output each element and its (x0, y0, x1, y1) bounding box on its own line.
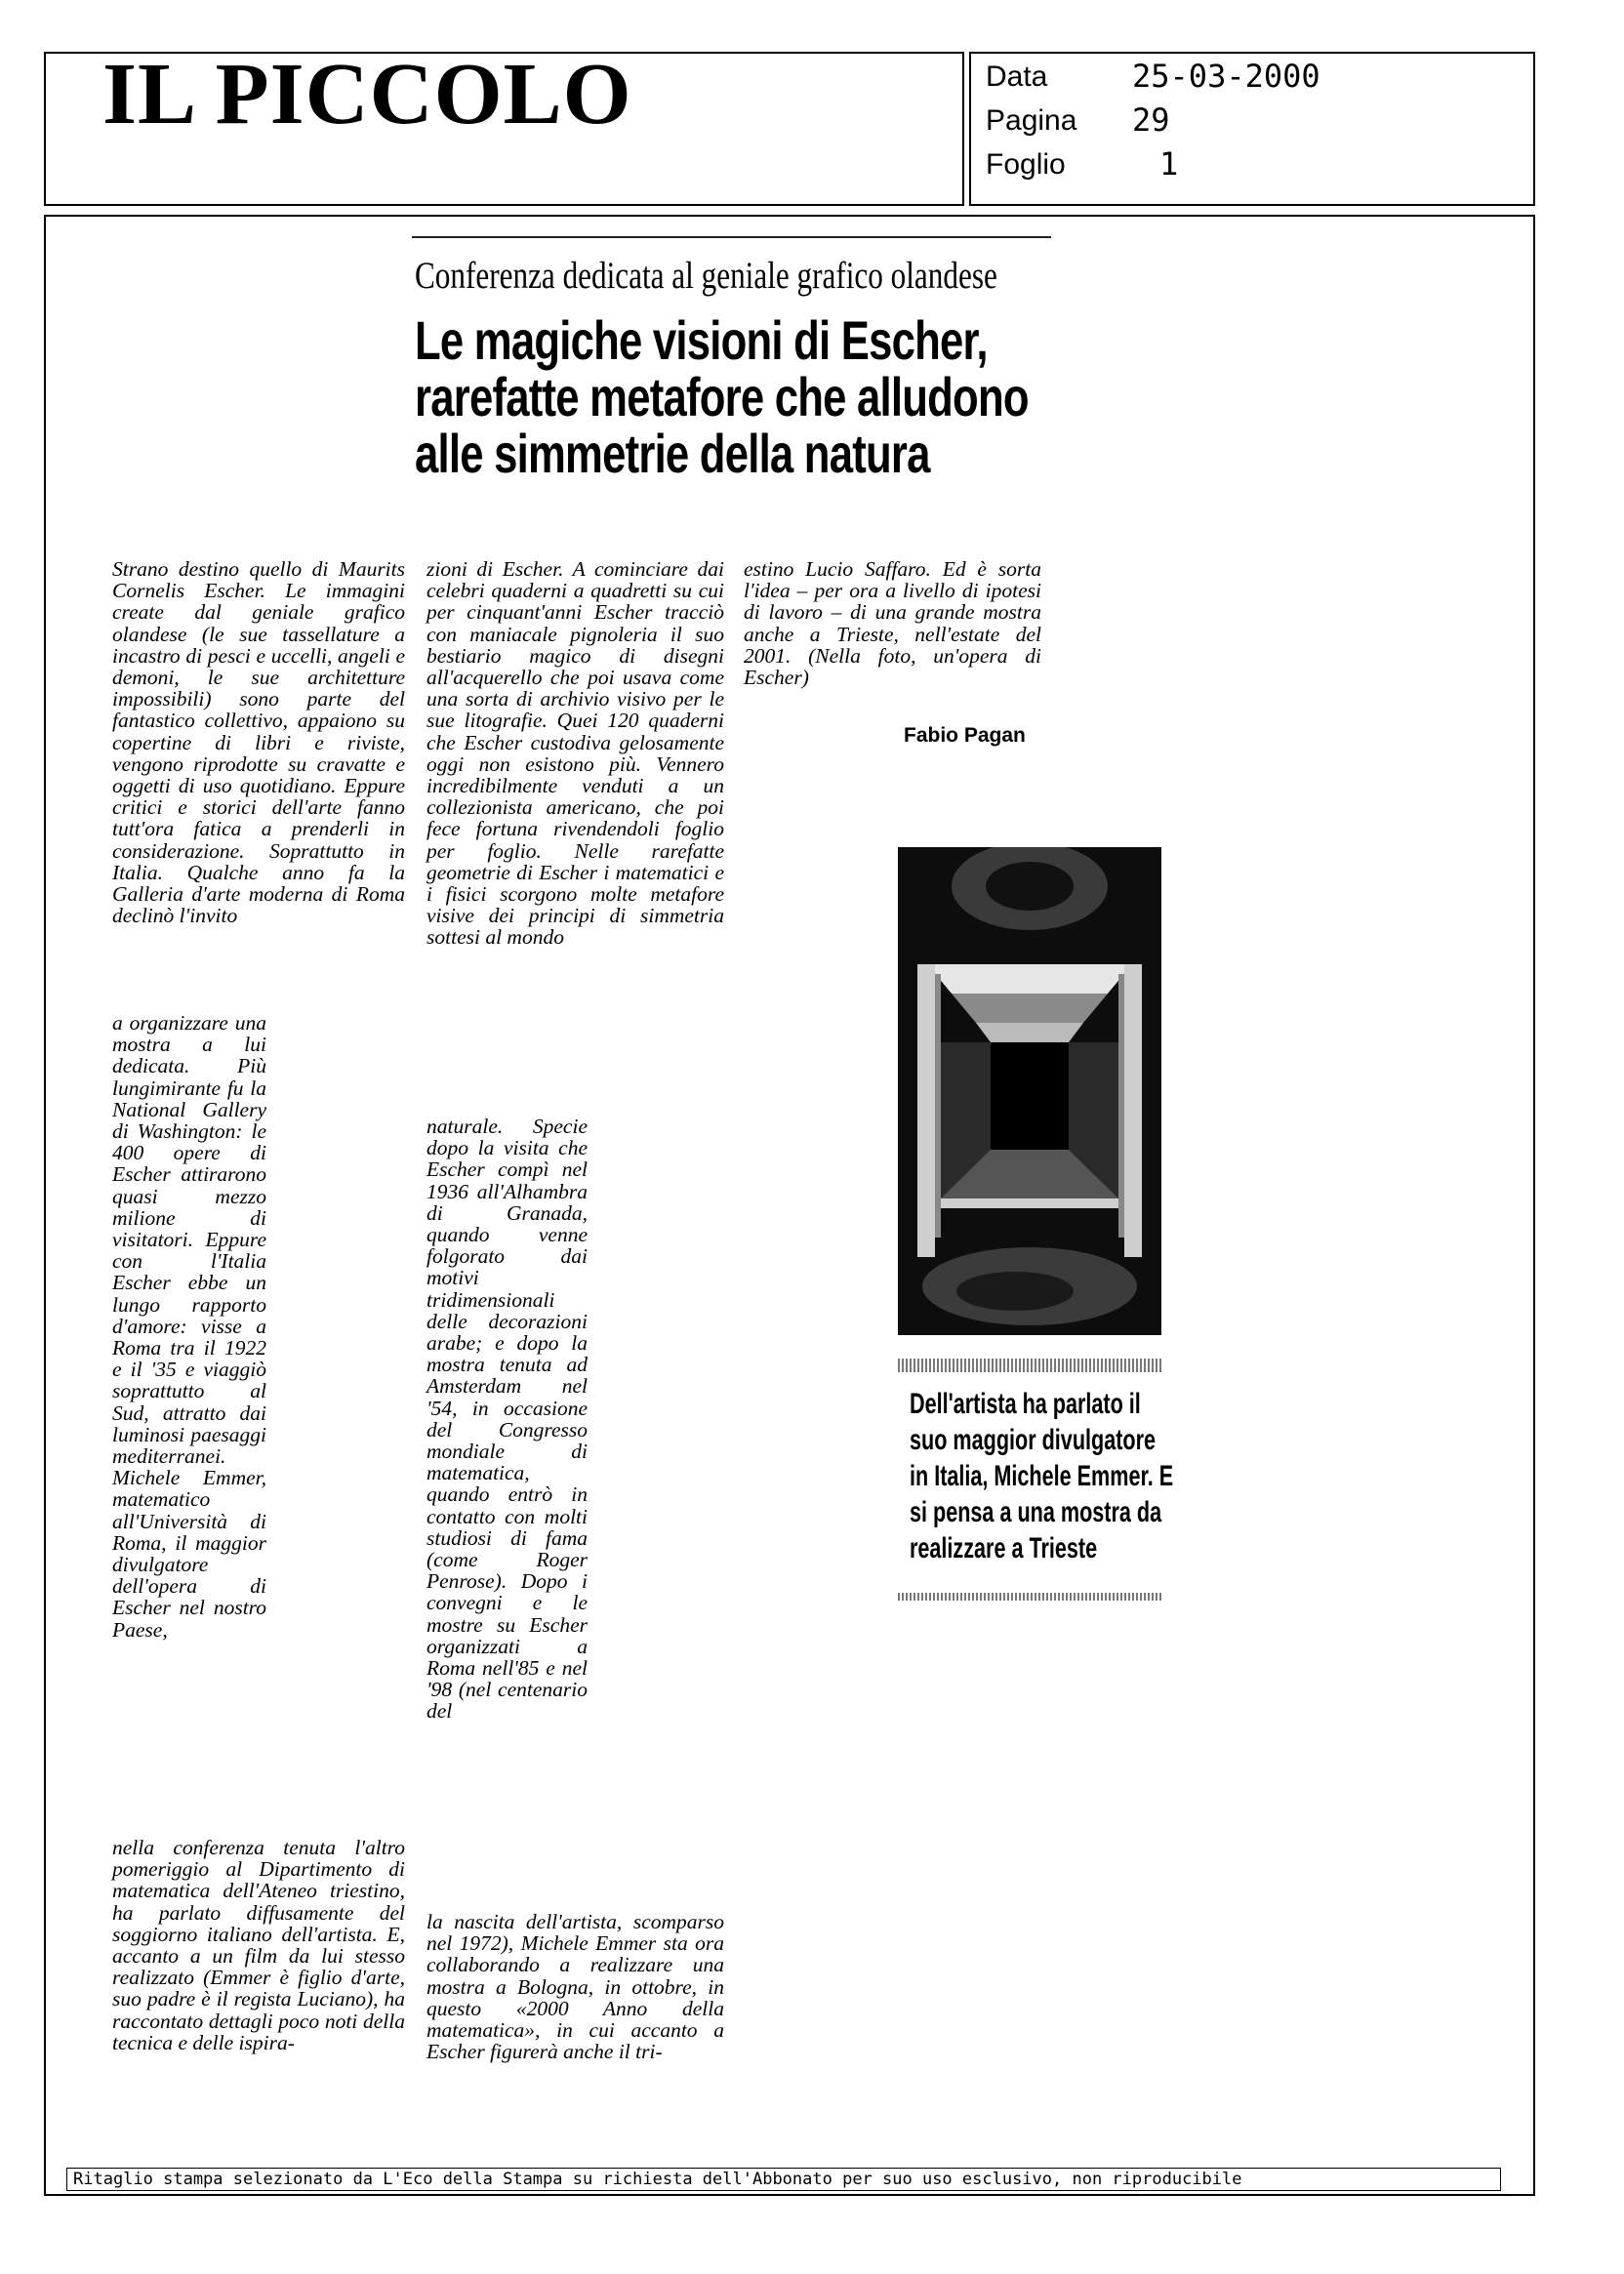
photo-caption: Dell'artista ha parlato il suo maggior divulgatore in Italia, Michele Emmer. E si pensa a una mostra da realizzare a Trieste (910, 1388, 1174, 1564)
escher-artwork-image (898, 847, 1161, 1335)
date-value: 25-03-2000 (1132, 58, 1320, 95)
paragraph: Strano destino quello di Maurits Cornelis Escher. Le immagini create dal geniale grafico olandese (le sue tassellature a incastro di pesci e uccelli, angeli e demoni, le sue architetture impossibili) sono parte del fantastico collettivo, appaiono su copertine di libri e riviste, vengono riprodotte su cravatte e oggetti di uso quotidiano. Eppure critici e storici dell'arte fanno tutt'ora fatica a prenderli in considerazione. Soprattutto in Italia. Qualche anno fa la Galleria d'arte moderna di Roma declinò l'invito (112, 557, 405, 928)
article-column-2-narrow (426, 1116, 588, 1723)
caption-top-band (898, 1359, 1163, 1372)
article-column-3 (744, 558, 1041, 688)
paragraph: la nascita dell'artista, scomparso nel 1972), Michele Emmer sta ora collaborando a realizzare una mostra a Bologna, in ottobre, in questo «2000 Anno della matematica», in cui accanto a Escher figurerà anche il tri- (426, 1910, 724, 2064)
publication-meta (986, 55, 1396, 186)
page-row (986, 99, 1396, 142)
paragraph: naturale. Specie dopo la visita che Escher compì nel 1936 all'Alhambra di Granada, quando venne folgorato dai motivi tridimensionali delle decorazioni arabe; e dopo la mostra tenuta ad Amsterdam nel '54, in occasione del Congresso mondiale di matematica, quando entrò in contatto con molti studiosi di fama (come Roger Penrose). Dopo i convegni e le mostre su Escher organizzati a Roma nell'85 e nel '98 (nel centenario del (426, 1115, 588, 1724)
article-headline: Le magiche visioni di Escher, rarefatte metafore che alludono alle simmetrie della natura (415, 309, 1029, 484)
article-column-2 (426, 558, 724, 949)
sheet-value: 1 (1159, 145, 1179, 183)
caption-bottom-band (898, 1593, 1163, 1601)
article-column-2-bottom (426, 1911, 724, 2062)
sheet-label: Foglio (986, 148, 1066, 181)
newspaper-title: IL PICCOLO (102, 46, 632, 142)
article-column-1-bottom (112, 1837, 405, 2053)
article-column-1-narrow (112, 1012, 266, 1641)
page-value: 29 (1132, 102, 1170, 139)
paragraph: zioni di Escher. A cominciare dai celebri quaderni a quadretti su cui per cinquant'anni Escher tracciò con maniacale pignoleria il suo bestiario magico di disegni all'acquerello che poi usava come una sorta di archivio visivo per le sue litografie. Quei 120 quaderni che Escher custodiva gelosamente oggi non esistono più. Vennero incredibilmente venduti a un collezionista americano, che poi fece fortuna rivendendoli foglio per foglio. Nelle rarefatte geometrie di Escher i matematici e i fisici scorgono molte metafore visive dei principi di simmetria sottesi al mondo (426, 557, 724, 950)
paragraph: estino Lucio Saffaro. Ed è sorta l'idea – per ora a livello di ipotesi di lavoro – di una grande mostra anche a Trieste, nell'estate del 2001. (Nella foto, un'opera di Escher) (744, 557, 1041, 690)
paragraph: nella conferenza tenuta l'altro pomeriggio al Dipartimento di matematica dell'Ateneo triestino, ha parlato diffusamente del soggiorno italiano dell'artista. E, accanto a un film da lui stesso realizzato (Emmer è figlio d'arte, suo padre è il regista Luciano), ha raccontato dettagli poco noti della tecnica e delle ispira- (112, 1836, 405, 2054)
article-byline: Fabio Pagan (904, 724, 1026, 747)
article-kicker: Conferenza dedicata al geniale grafico olandese (415, 255, 997, 297)
top-rule (412, 236, 1051, 238)
article-column-1 (112, 558, 405, 926)
paragraph: a organizzare una mostra a lui dedicata. Più lungimirante fu la National Gallery di Washington: le 400 opere di Escher attirarono quasi mezzo milione di visitatori. Eppure con l'Italia Escher ebbe un lungo rapporto d'amore: visse a Roma tra il 1922 e il '35 e viaggiò soprattutto al Sud, attratto dai luminosi paesaggi mediterranei. Michele Emmer, matematico all'Università di Roma, il maggior divulgatore dell'opera di Escher nel nostro Paese, (112, 1011, 266, 1642)
clipping-footer-note: Ritaglio stampa selezionato da L'Eco della Stampa su richiesta dell'Abbonato per suo uso esclusivo, non riproducibile (66, 2168, 1501, 2191)
date-row (986, 55, 1396, 99)
sheet-row (986, 142, 1396, 186)
date-label: Data (986, 61, 1048, 93)
page-label: Pagina (986, 104, 1077, 137)
escher-artwork-photo (898, 847, 1161, 1335)
